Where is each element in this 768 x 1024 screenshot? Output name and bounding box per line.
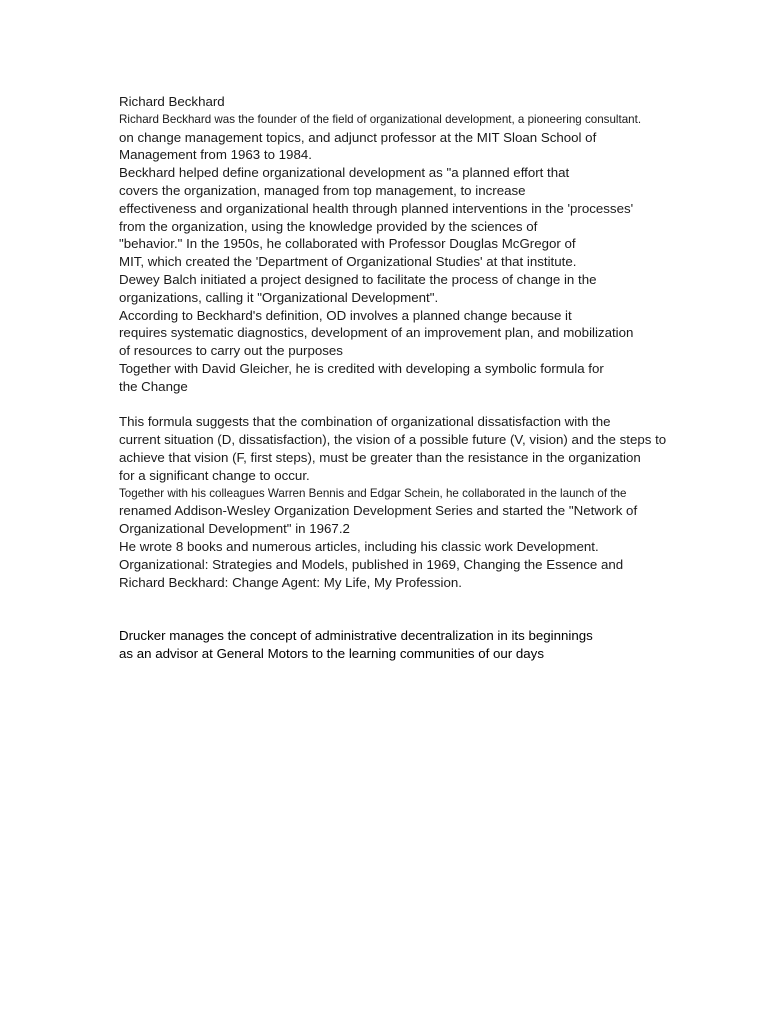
text-line: Organizational Development" in 1967.2 — [119, 521, 350, 537]
text-line: Beckhard helped define organizational development as "a planned effort that — [119, 165, 570, 181]
text-line: Richard Beckhard: Change Agent: My Life, My Profession. — [119, 574, 462, 590]
text-line: MIT, which created the 'Department of Organizational Studies' at that institute. — [119, 254, 577, 270]
text-line: as an advisor at General Motors to the learning communities of our days — [119, 645, 544, 661]
text-line: effectiveness and organizational health through planned interventions in the 'processes' — [119, 200, 634, 216]
text-line: current situation (D, dissatisfaction), the vision of a possible future (V, vision) and the steps to — [119, 432, 667, 448]
paragraph-gap — [119, 396, 719, 414]
document-title: Richard Beckhard — [119, 94, 225, 109]
text-line: of resources to carry out the purposes — [119, 343, 343, 359]
text-line: for a significant change to occur. — [119, 467, 310, 483]
text-line: organizations, calling it "Organizational Development". — [119, 289, 439, 305]
text-line: Together with David Gleicher, he is credited with developing a symbolic formula for — [119, 360, 604, 376]
text-line: Management from 1963 to 1984. — [119, 147, 312, 163]
document-body — [119, 93, 719, 663]
text-line: Dewey Balch initiated a project designed to facilitate the process of change in the — [119, 271, 597, 287]
text-line: He wrote 8 books and numerous articles, including his classic work Development. — [119, 538, 599, 554]
text-line: renamed Addison-Wesley Organization Development Series and started the "Network of — [119, 503, 638, 519]
text-line: This formula suggests that the combination of organizational dissatisfaction with the — [119, 414, 611, 430]
text-line: Organizational: Strategies and Models, published in 1969, Changing the Essence and — [119, 556, 624, 572]
text-line: Richard Beckhard was the founder of the field of organizational development, a pioneering consultant. — [119, 112, 642, 126]
paragraph-gap — [119, 591, 719, 627]
text-line: According to Beckhard's definition, OD involves a planned change because it — [119, 307, 572, 323]
text-line: "behavior." In the 1950s, he collaborated with Professor Douglas McGregor of — [119, 236, 576, 252]
text-line: from the organization, using the knowledge provided by the sciences of — [119, 218, 538, 234]
text-line: achieve that vision (F, first steps), must be greater than the resistance in the organization — [119, 449, 641, 465]
text-line: Drucker manages the concept of administrative decentralization in its beginnings — [119, 627, 593, 643]
text-line: requires systematic diagnostics, development of an improvement plan, and mobilization — [119, 325, 634, 341]
text-line: covers the organization, managed from top management, to increase — [119, 182, 526, 198]
text-line: the Change — [119, 378, 188, 394]
text-line: on change management topics, and adjunct professor at the MIT Sloan School of — [119, 129, 597, 145]
text-line: Together with his colleagues Warren Bennis and Edgar Schein, he collaborated in the launch of the — [119, 486, 627, 500]
